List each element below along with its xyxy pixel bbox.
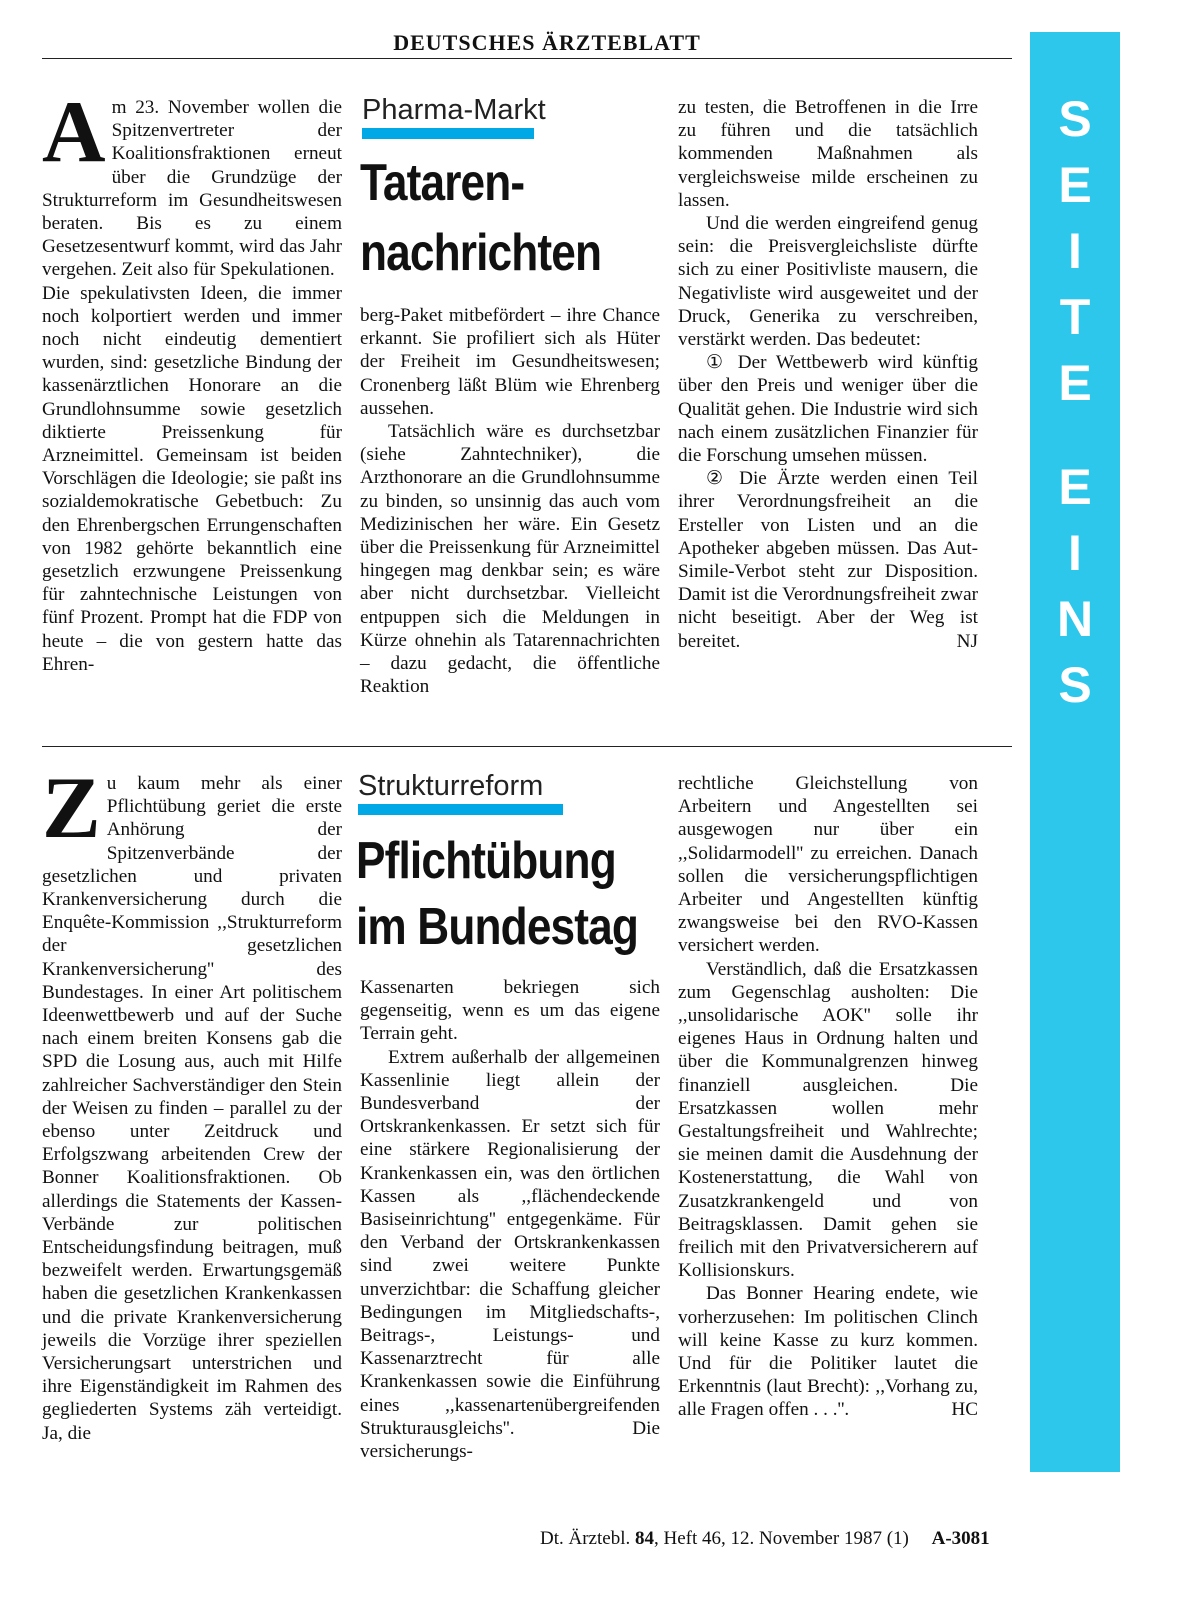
article1-rubric-bar	[362, 128, 534, 139]
sidebar-letter: I	[1068, 223, 1082, 279]
page-header-title: DEUTSCHES ÄRZTEBLATT	[393, 30, 701, 55]
author-signature: HC	[951, 1399, 978, 1421]
paragraph: m 23. November wollen die Spitzenvertreter der Koalitionsfraktionen erneut über die Grundzüge der Strukturreform im Gesundheitswesen beraten. Bis es zu einem Gesetzesentwurf kommt, wird das Jahr vergehen. Zeit also für Spekulationen.	[42, 97, 342, 281]
sidebar-letter: S	[1058, 91, 1092, 147]
paragraph: Tatsächlich wäre es durchsetzbar (siehe Zahntechniker), die Arzthonorare an die Grundlohnsumme zu binden, so unsinnig das auch vom Medizinischen her wäre. Ein Gesetz über die Preissenkung für Arzneimittel hingegen mag denkbar sein; es wäre aber nicht durchsetzbar. Vielleicht entpuppen sich die Meldungen in Kürze ohnehin als Tatarennachrichten – dazu gedacht, die öffentliche Reaktion	[360, 421, 660, 698]
paragraph: berg-Paket mitbefördert – ihre Chance erkannt. Sie profiliert sich als Hüter der Freiheit im Gesundheitswesen; Cronenberg läßt Blüm wie Ehrenberg aussehen.	[360, 305, 660, 419]
article2-headline-line2: im Bundestag	[356, 898, 639, 956]
article2-dropcap: Z	[42, 760, 101, 857]
paragraph: Das Bonner Hearing endete, wie vorherzusehen: Im politischen Clinch will keine Kasse zu kurz kommen. Und für die Politiker lautet die Erkenntnis (laut Brecht): ,,Vorhang zu, alle Fragen offen . . .''. HC	[678, 1283, 978, 1421]
section-divider	[42, 746, 1012, 747]
footer-citation-post: , Heft 46, 12. November 1987 (1)	[653, 1528, 909, 1549]
article2-headline-line1: Pflichtübung	[356, 832, 616, 890]
paragraph: ① Der Wettbewerb wird künftig über den Preis und weniger über die Qualität gehen. Die Industrie wird sich nach einem zusätzlichen Finanzier für die Forschung umsehen müssen.	[678, 352, 978, 467]
sidebar-letter: S	[1058, 657, 1092, 713]
paragraph: Verständlich, daß die Ersatzkassen zum Gegenschlag ausholten: Die ,,unsolidarische AOK'' solle ihr eigenes Haus in Ordnung halten und über die Kommunalgrenzen hinweg finanziell ausgleichen. Die Ersatzkassen wollen mehr Gestaltungsfreiheit und Wahlrechte; sie meinen damit die Ausdehnung der Kostenerstattung, die Wahl von Zusatzkrankengeld und von Beitragsklassen. Damit gehen sie freilich mit den Privatversicherern auf Kollisionskurs.	[678, 958, 978, 1282]
article1-headline-line1: Tataren-	[360, 154, 525, 212]
sidebar-letter: I	[1068, 525, 1082, 581]
sidebar-letter: E	[1058, 459, 1092, 515]
article1-dropcap: A	[42, 84, 106, 181]
article1-column1	[42, 84, 342, 676]
header-rule	[42, 58, 1012, 59]
paragraph: Extrem außerhalb der allgemeinen Kassenlinie liegt allein der Bundesverband der Ortskrankenkassen. Er setzt sich für eine stärkere Regionalisierung der Krankenkassen ein, was den örtlichen Kassen als ,,flächendeckende Basiseinrichtung'' entgegenkäme. Für den Verband der Ortskrankenkassen sind zwei weitere Punkte unverzichtbar: die Schaffung gleicher Bedingungen im Mitgliedschafts-, Beitrags-, Leistungs- und Kassenarztrecht für alle Krankenkassen sowie die Einführung eines ,,kassenartenübergreifenden Strukturausgleichs''. Die versicherungs-	[360, 1046, 660, 1463]
paragraph: zu testen, die Betroffenen in die Irre zu führen und die tatsächlich kommenden Maßnahmen als vergleichsweise milde erscheinen zu lassen.	[678, 97, 978, 211]
sidebar-letter: E	[1058, 157, 1092, 213]
paragraph: rechtliche Gleichstellung von Arbeitern und Angestellten sei ausgewogen nur über ein ,,Solidarmodell'' zu erreichen. Danach sollen die versicherungspflichtigen Arbeiter und Angestellten künftig zwangsweise bei den RVO-Kassen versichert werden.	[678, 773, 978, 957]
article2-column1	[42, 760, 342, 1445]
footer-citation-pre: Dt. Ärztebl.	[540, 1528, 635, 1549]
paragraph: u kaum mehr als einer Pflichtübung geriet die erste Anhörung der Spitzenverbände der gesetzlichen und privaten Krankenversicherung durch die Enquête-Kommission ,,Strukturreform der gesetzlichen Krankenversicherung'' des Bundestages. In einer Art politischem Ideenwettbewerb und auf der Suche nach einem breiten Konsens gab die SPD die Losung aus, auch mit Hilfe zahlreicher Sachverständiger den Stein der Weisen zu finden – parallel zu der ebenso unter Zeitdruck und Erfolgszwang arbeitenden Crew der Bonner Koalitionsfraktionen. Ob allerdings die Statements der Kassen-Verbände zur politischen Entscheidungsfindung beitragen, muß bezweifelt werden. Erwartungsgemäß haben die gesetzlichen Krankenkassen und die private Krankenversicherung jeweils die Vorzüge ihrer speziellen Versicherungsart unterstrichen und ihre Eigenständigkeit im Rahmen des gegliederten Systems zäh verteidigt. Ja, die	[42, 773, 342, 1444]
page-footer	[540, 1528, 990, 1550]
sidebar-letter: T	[1059, 289, 1091, 345]
footer-volume: 84	[634, 1528, 654, 1549]
article1-column3	[678, 96, 978, 653]
paragraph: ② Die Ärzte werden einen Teil ihrer Verordnungsfreiheit an die Ersteller von Listen und an die Apotheker abgeben müssen. Das Aut-Simile-Verbot steht zur Disposition. Damit ist die Verordnungsfreiheit zwar nicht beseitigt. Aber der Weg ist bereitet. NJ	[678, 468, 978, 652]
seite-eins-sidebar	[1030, 32, 1120, 1472]
sidebar-letter: E	[1058, 355, 1092, 411]
article2-column3	[678, 772, 978, 1422]
article1-headline-line2: nachrichten	[360, 224, 602, 282]
article2-rubric: Strukturreform	[358, 770, 544, 802]
paragraph: Und die werden eingreifend genug sein: die Preisvergleichsliste dürfte sich zu einer Positivliste mausern, die Negativliste wird ausgeweitet und der Druck, Generika zu verschreiben, verstärkt werden. Das bedeutet:	[678, 213, 978, 351]
article1-column2	[360, 304, 660, 698]
article2-column2	[360, 976, 660, 1463]
article1-rubric: Pharma-Markt	[362, 94, 546, 126]
footer-page-number: A-3081	[931, 1528, 990, 1549]
article2-rubric-bar	[358, 804, 563, 815]
paragraph: Kassenarten bekriegen sich gegenseitig, wenn es um das eigene Terrain geht.	[360, 977, 660, 1045]
sidebar-letter: N	[1056, 591, 1094, 647]
paragraph: Die spekulativsten Ideen, die immer noch kolportiert werden und immer noch nicht eindeutig dementiert wurden, sind: gesetzliche Bindung der kassenärztlichen Honorare an die Grundlohnsumme sowie gesetzlich diktierte Preissenkung für Arzneimittel. Gemeinsam ist beiden Vorschlägen die Ideologie; sie paßt ins sozialdemokratische Gebetbuch: Zu den Ehrenbergschen Errungenschaften von 1982 gehörte bekanntlich eine gesetzlich erzwungene Preissenkung für zahntechnische Leistungen von fünf Prozent. Prompt hat die FDP von heute – die von gestern hatte das Ehren-	[42, 282, 342, 675]
author-signature: NJ	[956, 630, 978, 652]
